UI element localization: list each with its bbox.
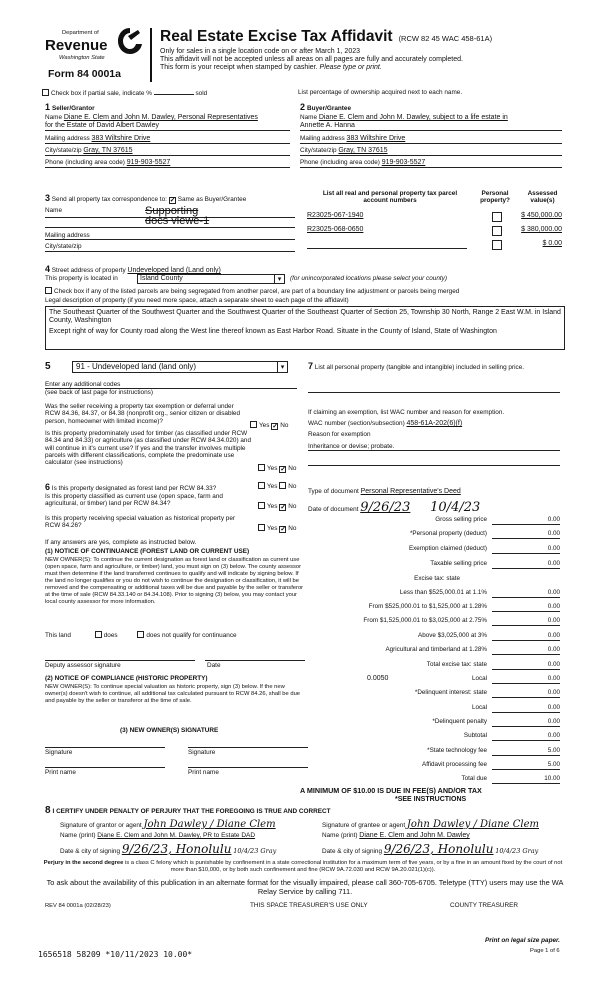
legal-description-box[interactable] [45,306,565,350]
grantee-sig-label: Signature of grantee or agent [322,822,406,829]
tax-value[interactable]: 0.00 [492,732,560,741]
tax-label: Local [471,704,487,711]
tax-label: Taxable selling price [430,560,487,567]
tax-value[interactable]: 0.00 [492,530,560,539]
owner-sig2-line [188,747,308,748]
grantor-name-value[interactable]: Diane E. Clem and John M. Dawley, PR to Estate DAD [97,832,256,839]
seller-number: 1 [45,102,51,112]
yes-label: Yes [267,465,278,472]
no-label: No [288,483,297,490]
owner-print2-line [188,767,308,768]
s6-q4: If any answers are yes, complete as instructed below. [45,539,197,546]
grantor-date-label: Date & city of signing [60,848,121,855]
grantee-name-row [322,832,567,840]
buyer-city-value[interactable]: Gray, TN 37615 [338,147,388,155]
buyer-mailing-label: Mailing address [300,135,345,143]
tax-label: Less than $525,000.01 at 1.1% [399,589,487,596]
section7-label: List all personal property (tangible and intangible) included in selling price. [314,364,525,371]
codes-label: Enter any additional codes [45,381,121,388]
property-number: 4 [45,264,51,274]
tax-value[interactable]: 0.00 [492,718,560,727]
buyer-phone-label: Phone (including area code) [300,159,380,167]
buyer-name-value1[interactable]: Diane E. Clem and John M. Dawley, subject to a life estate in [318,114,508,122]
s5-q2-answers [258,464,313,473]
owner-print1-label: Print name [45,769,76,776]
tax-label: *Delinquent interest: state [414,689,487,696]
buyer-phone-value[interactable]: 919-903-5527 [381,159,426,167]
corr-city-label: City/state/zip [45,243,295,251]
s6-q2-no-checkbox[interactable] [279,504,286,511]
buyer-name-value2[interactable]: Annette A. Hanna [300,122,562,131]
corr-strike2: docs viewe-1 [145,215,210,227]
s6-q1-yes-checkbox[interactable] [258,482,265,489]
seller-city-label: City/state/zip [45,147,82,155]
assessor-date-label: Date [207,662,221,669]
doc-type-label: Type of document [308,488,359,495]
grantee-sig-row [322,819,567,831]
tax-label: *Delinquent penalty [432,718,487,725]
grantee-date-extra[interactable]: 10/4/23 Gray [495,847,539,855]
header-line3 [160,64,580,72]
seller-phone-value[interactable]: 919-903-5527 [126,159,171,167]
yes-label: Yes [267,525,278,532]
s5-q2-no-checkbox[interactable] [279,466,286,473]
s6-q2-answers [258,502,296,511]
tax-row [305,661,560,671]
tax-value[interactable]: 10.00 [492,775,560,784]
ownership-note: List percentage of ownership acquired next to each name. [298,89,463,96]
rev-label: REV 84 0001a (02/28/23) [45,903,111,909]
form-title: Real Estate Excise Tax Affidavit [160,28,393,45]
tax-label: Subtotal [463,732,487,739]
county-select-value: Island County [140,275,183,282]
dept-line3: Washington State [59,55,105,61]
s6-q1-answers [258,482,296,490]
tax-row [305,603,560,613]
tax-value[interactable]: 0.00 [492,560,560,569]
no-label: No [288,503,297,510]
no-label: No [288,465,297,472]
wac-value[interactable]: 458-61A-202(6)(f) [406,420,463,427]
treasurer-use: THIS SPACE TREASURER'S USE ONLY [250,902,368,909]
tax-value[interactable]: 0.00 [492,516,560,525]
tax-label: From $1,525,000.01 to $3,025,000 at 2.75% [363,617,487,624]
notice1-title: (1) NOTICE OF CONTINUANCE (FOREST LAND OR CURRENT USE) [45,548,250,555]
perjury-note [38,860,568,873]
tax-row [305,646,560,656]
dept-line2: Revenue [45,37,108,54]
grantor-date-row [60,843,305,857]
tax-label: Agricultural and timberland at 1.28% [385,646,487,653]
grantor-date-extra[interactable]: 10/4/23 Gray [233,847,277,855]
tax-value[interactable]: 0.00 [492,689,560,698]
grantee-date-label: Date & city of signing [322,848,383,855]
section8-heading: I CERTIFY UNDER PENALTY OF PERJURY THAT THE FOREGOING IS TRUE AND CORRECT [52,808,331,815]
tax-row [305,689,560,699]
same-as-buyer-checkbox[interactable] [169,197,176,204]
property-located-row [45,275,565,286]
reason-label: Reason for exemption [308,431,371,438]
segregated-row [45,287,570,295]
seller-section [45,102,290,168]
availability-note: To ask about the availability of this publication in an alternate format for the visually impaired, please call 360-705-6705. Teletype (TTY) users may use the WA Relay Service by calling 711. [46,878,564,896]
grantee-name-label: Name (print) [322,832,358,839]
grantee-date-value[interactable]: 9/26/23, Honolulu [383,842,494,856]
doc-type-row [308,488,560,496]
grantee-name-value[interactable]: Diane E. Clem and John M. Dawley [359,832,470,839]
doc-date-label: Date of document [308,506,359,513]
doc-date-value2[interactable]: 10/4/23 [430,500,481,515]
assessor-date-line [205,660,305,661]
tax-row [305,732,560,742]
grantee-date-row [322,843,572,857]
property-street-label: Street address of property [51,267,126,274]
segregated-label: Check box if any of the listed parcels are being segregated from another parcel, are part of a boundary line adjustment or parcels being merged [54,288,460,295]
local-rate: 0.0050 [367,675,389,682]
parcel-row-3-value[interactable]: $ 0.00 [542,240,562,247]
tax-row [305,761,560,771]
reason-line2[interactable] [308,465,560,466]
legal-text2: Except right of way for County road along the West line thereof known as East Harbor Road. Situate in the County of Island, State of Washington [49,328,497,336]
parcel-row-1-value[interactable]: $ 450,000.00 [521,212,562,219]
buyer-section [300,102,562,168]
segregated-checkbox[interactable] [45,287,52,294]
grantor-sig-label: Signature of grantor or agent [60,822,142,829]
tax-label: Exemption claimed (deduct) [408,545,487,552]
owner-sig1-line [45,747,165,748]
grantor-sig-value[interactable]: John Dawley / Diane Clem [143,819,276,830]
parcels-col2: Personal property? [480,190,510,205]
correspondence-heading: Send all property tax correspondence to: [51,196,167,203]
continuance-row [45,631,307,639]
section6-number: 6 [45,482,51,492]
tax-row [305,516,560,526]
tax-value[interactable]: 0.00 [492,675,560,684]
tax-label: From $525,000.01 to $1,525,000 at 1.28% [368,603,487,610]
property-located-label: This property is located in [45,275,118,282]
s6-q3-no-checkbox[interactable] [279,526,286,533]
tax-row [305,718,560,728]
buyer-mailing-value[interactable]: 383 Wiltshire Drive [346,135,406,143]
owner-print1-line [45,767,165,768]
s6-q3-yes-checkbox[interactable] [258,524,265,531]
tax-label: Affidavit processing fee [422,761,487,768]
legal-label: Legal description of property (if you need more space, attach a separate sheet to each page of the affidavit) [45,297,349,304]
tax-row [305,775,560,785]
tax-value[interactable]: 0.00 [492,704,560,713]
tax-label: Above $3,025,000 at 3% [418,632,487,639]
grantor-date-value[interactable]: 9/26/23, Honolulu [121,842,232,856]
s6-q3: Is this property receiving special valuation as historical property per RCW 84.26? [45,515,236,530]
tax-row [305,617,560,627]
tax-value[interactable]: 0.00 [492,617,560,626]
assessor-sig-line [45,660,195,661]
page-number: Page 1 of 6 [530,948,560,954]
sold-label: sold [195,90,208,97]
owner-print2-label: Print name [188,769,219,776]
header-title-block [160,28,580,72]
assessor-sig-label: Deputy assessor signature [45,662,121,669]
parcel-row-2-value[interactable]: $ 380,000.00 [521,226,562,233]
tax-row [305,545,560,555]
codes-row [45,381,297,397]
parcels-col3: Assessed value(s) [527,190,558,205]
does-checkbox[interactable] [95,631,102,638]
tax-row [305,575,560,585]
section5-number: 5 [45,361,51,372]
correspondence-section [45,193,295,252]
parcel-row-1-number[interactable]: R23025-067-1940 [307,212,364,219]
partial-sale-label: Check box if partial sale, indicate % [51,90,152,97]
seller-mailing-value[interactable]: 383 Wiltshire Drive [91,135,151,143]
tax-label: Total due [461,775,487,782]
s5-q1: Was the seller receiving a property tax exemption or deferral under RCW 84.36, 84.37, or 84.38 (nonprofit org., senior citizen or disabled person, homeowner with limited income)? [45,403,241,425]
tax-value[interactable]: 0.00 [492,589,560,598]
no-label: No [280,422,289,429]
property-street-value[interactable]: Undeveloped land (Land only) [127,267,221,274]
form-rcw: (RCW 82 45 WAC 458-61A) [398,34,493,43]
tax-row [305,560,560,570]
corr-strike1: Supporting [145,205,199,217]
chevron-down-icon: ▾ [274,275,284,283]
owner-sig1-label: Signature [45,749,73,756]
land-use-value: 91 - Undeveloped land (land only) [76,362,197,371]
tax-label: Excise tax: state [414,575,460,582]
s6-q1-no-checkbox[interactable] [279,482,286,489]
notice1-text: NEW OWNER(S): To continue the current designation as forest land or classification as current use (open space, farm and agriculture, or timber) land, you must sign on (3) below. The county assessor must then determine if the land transferred continues to qualify and will indicate by signing below. If the land no longer qualifies or you do not wish to continue the designation or classification, it will be removed and the compensating or additional taxes will be due and payable by the seller or transferor at the time of sale (RCW 84.33.140 or 84.34.108). Prior to signing (3) below, you may contact your local county assessor for more information. [45,557,304,605]
personal-property-line[interactable] [308,392,560,393]
doc-date-value[interactable]: 9/26/23 [360,500,411,515]
seller-heading: Seller/Grantor [51,105,95,112]
s5-q2-yes-checkbox[interactable] [258,464,265,471]
buyer-heading: Buyer/Grantee [306,105,352,112]
tax-row [305,675,560,685]
section8-heading-row [45,805,565,817]
s5-q1-answers [250,421,305,430]
grantee-sig-value[interactable]: John Dawley / Diane Clem [406,819,540,830]
seller-mailing-label: Mailing address [45,135,90,143]
s6-q2-yes-checkbox[interactable] [258,502,265,509]
header-line3-text: This form is your receipt when stamped by cashier. [160,63,318,71]
tax-row [305,632,560,642]
tax-value[interactable]: 0.00 [492,632,560,641]
section8-number: 8 [45,805,51,816]
partial-sale-row [42,89,302,97]
legal-paper-note: Print on legal size paper. [485,937,560,944]
doc-date-row [308,501,560,516]
perjury-text: is a class C felony which is punishable by confinement in a state correctional institution for a maximum term of five years, or by a fine in an amount fixed by the court of not more than $10,000, or by both such confinement and fine (RCW 9A.72.030 and RCW 9A.20.021(1)(c)). [124,860,563,873]
partial-sale-checkbox[interactable] [42,89,49,96]
tax-label: *Personal property (deduct) [409,530,487,537]
this-land-label: This land [45,632,71,639]
parcel-row-2-number[interactable]: R23025-068-0650 [307,226,364,233]
perjury-bold: Perjury in the second degree [43,860,124,866]
section7-row [308,361,570,371]
yes-label: Yes [267,483,278,490]
section7-number: 7 [308,361,314,371]
tax-label: Total excise tax: state [426,661,487,668]
tax-value[interactable]: 5.00 [492,761,560,770]
yes-label: Yes [267,503,278,510]
grantor-name-row [60,832,305,839]
tax-row [305,530,560,540]
tax-row [305,589,560,599]
tax-label: *State technology fee [427,747,487,754]
notice2-text: NEW OWNER(S): To continue special valuation as historic property, sign (3) below. If the new owner(s) doesn't wish to continue, all additional tax calculated pursuant to RCW 84.26, shall be due and payable by the seller or transferor at the time of sale. [45,684,301,704]
owner-sig2-label: Signature [188,749,216,756]
tax-label: Gross selling price [435,516,487,523]
header-line2: This affidavit will not be accepted unless all areas on all pages are fully and accurately completed. [160,55,463,63]
no-label: No [288,525,297,532]
buyer-number: 2 [300,102,306,112]
s6-q3-answers [258,524,296,533]
county-select[interactable] [137,274,285,284]
property-located-note: (for unincorporated locations please select your county) [290,275,448,282]
notice2-title: (2) NOTICE OF COMPLIANCE (HISTORIC PROPERTY) [45,675,208,682]
property-street-row [45,264,565,275]
chevron-down-icon: ▾ [277,362,287,372]
tax-value[interactable]: 0.00 [492,545,560,554]
legal-text1: The Southeast Quarter of the Southwest Quarter and the Southwest Quarter of the Southeast Quarter of Section 25, Township 30 North, Range 2 East W.M. in Island County, Washington [49,309,561,325]
seller-name-value1[interactable]: Diane E. Clem and John M. Dawley, Personal Representatives [63,114,258,122]
seller-city-value[interactable]: Gray, TN 37615 [83,147,133,155]
same-as-buyer-label: Same as Buyer/Grantee [177,196,247,203]
does-not-checkbox[interactable] [137,631,144,638]
tax-value[interactable]: 0.00 [492,603,560,612]
correspondence-number: 3 [45,193,51,203]
parcel-row-3-number[interactable] [307,240,467,249]
buyer-city-label: City/state/zip [300,147,337,155]
county-treasurer: COUNTY TREASURER [450,902,518,909]
tax-value[interactable]: 5.00 [492,747,560,756]
seller-name-label: Name [45,114,63,122]
corr-name-label: Name [45,207,63,214]
header-line1: Only for sales in a single location code on or after March 1, 2023 [160,47,360,55]
cashier-stamp: 1656518 58209 *10/11/2023 10.00* [38,950,193,959]
corr-mailing-label: Mailing address [45,232,295,240]
tax-value[interactable]: 0.00 [492,661,560,670]
s6-q1: Is this property designated as forest land per RCW 84.33? [51,485,217,492]
land-use-select[interactable] [72,361,288,373]
does-not-label: does not qualify for continuance [146,632,237,639]
seller-phone-label: Phone (including area code) [45,159,125,167]
wac-label: WAC number (section/subsection) [308,420,405,427]
header-divider [150,28,152,82]
form-number: Form 84 0001a [48,68,121,80]
grantor-sig-row [60,819,305,831]
s5-q2: Is this property predominately used for timber (as classified under RCW 84.34 and 84.33) or agriculture (as classified under RCW 84.34.020) and will continue in it's current use? If yes and the transfer involves multiple parcels with different classifications, complete the predominate use calculator (see instructions) [45,430,252,467]
buyer-name-label: Name [300,114,318,122]
exemption-label: If claiming an exemption, list WAC number and reason for exemption. [308,409,505,416]
dor-emblem-icon [116,26,144,56]
tax-row [305,747,560,757]
s5-q1-yes-checkbox[interactable] [250,421,257,428]
s6-q2: Is this property classified as current use (open space, farm and agricultural, or timber) land per RCW 84.34? [45,493,223,508]
wac-row [308,420,560,428]
minimum-note: A MINIMUM OF $10.00 IS DUE IN FEE(S) AND/OR TAX [300,786,482,795]
see-instructions: *SEE INSTRUCTIONS [395,796,467,803]
reason-value[interactable]: Inheritance or devise; probate. [308,443,560,451]
header-line3-italic: Please type or print. [319,63,382,71]
notice3-title: (3) NEW OWNER(S) SIGNATURE [120,727,219,734]
seller-name-value2[interactable]: for the Estate of David Albert Dawley [45,122,290,131]
s5-q1-no-checkbox[interactable] [271,423,278,430]
does-label: does [103,632,118,639]
grantor-name-label: Name (print) [60,832,96,839]
tax-value[interactable]: 0.00 [492,646,560,655]
dor-logo [38,26,146,82]
yes-label: Yes [259,422,270,429]
tax-row [305,704,560,714]
tax-label: Local [471,675,487,682]
codes-note: (see back of last page for instructions) [45,389,153,397]
doc-type-value[interactable]: Personal Representative's Deed [360,488,461,495]
dept-line1: Department of [62,30,99,36]
parcels-col1: List all real and personal property tax parcel account numbers [322,190,458,205]
